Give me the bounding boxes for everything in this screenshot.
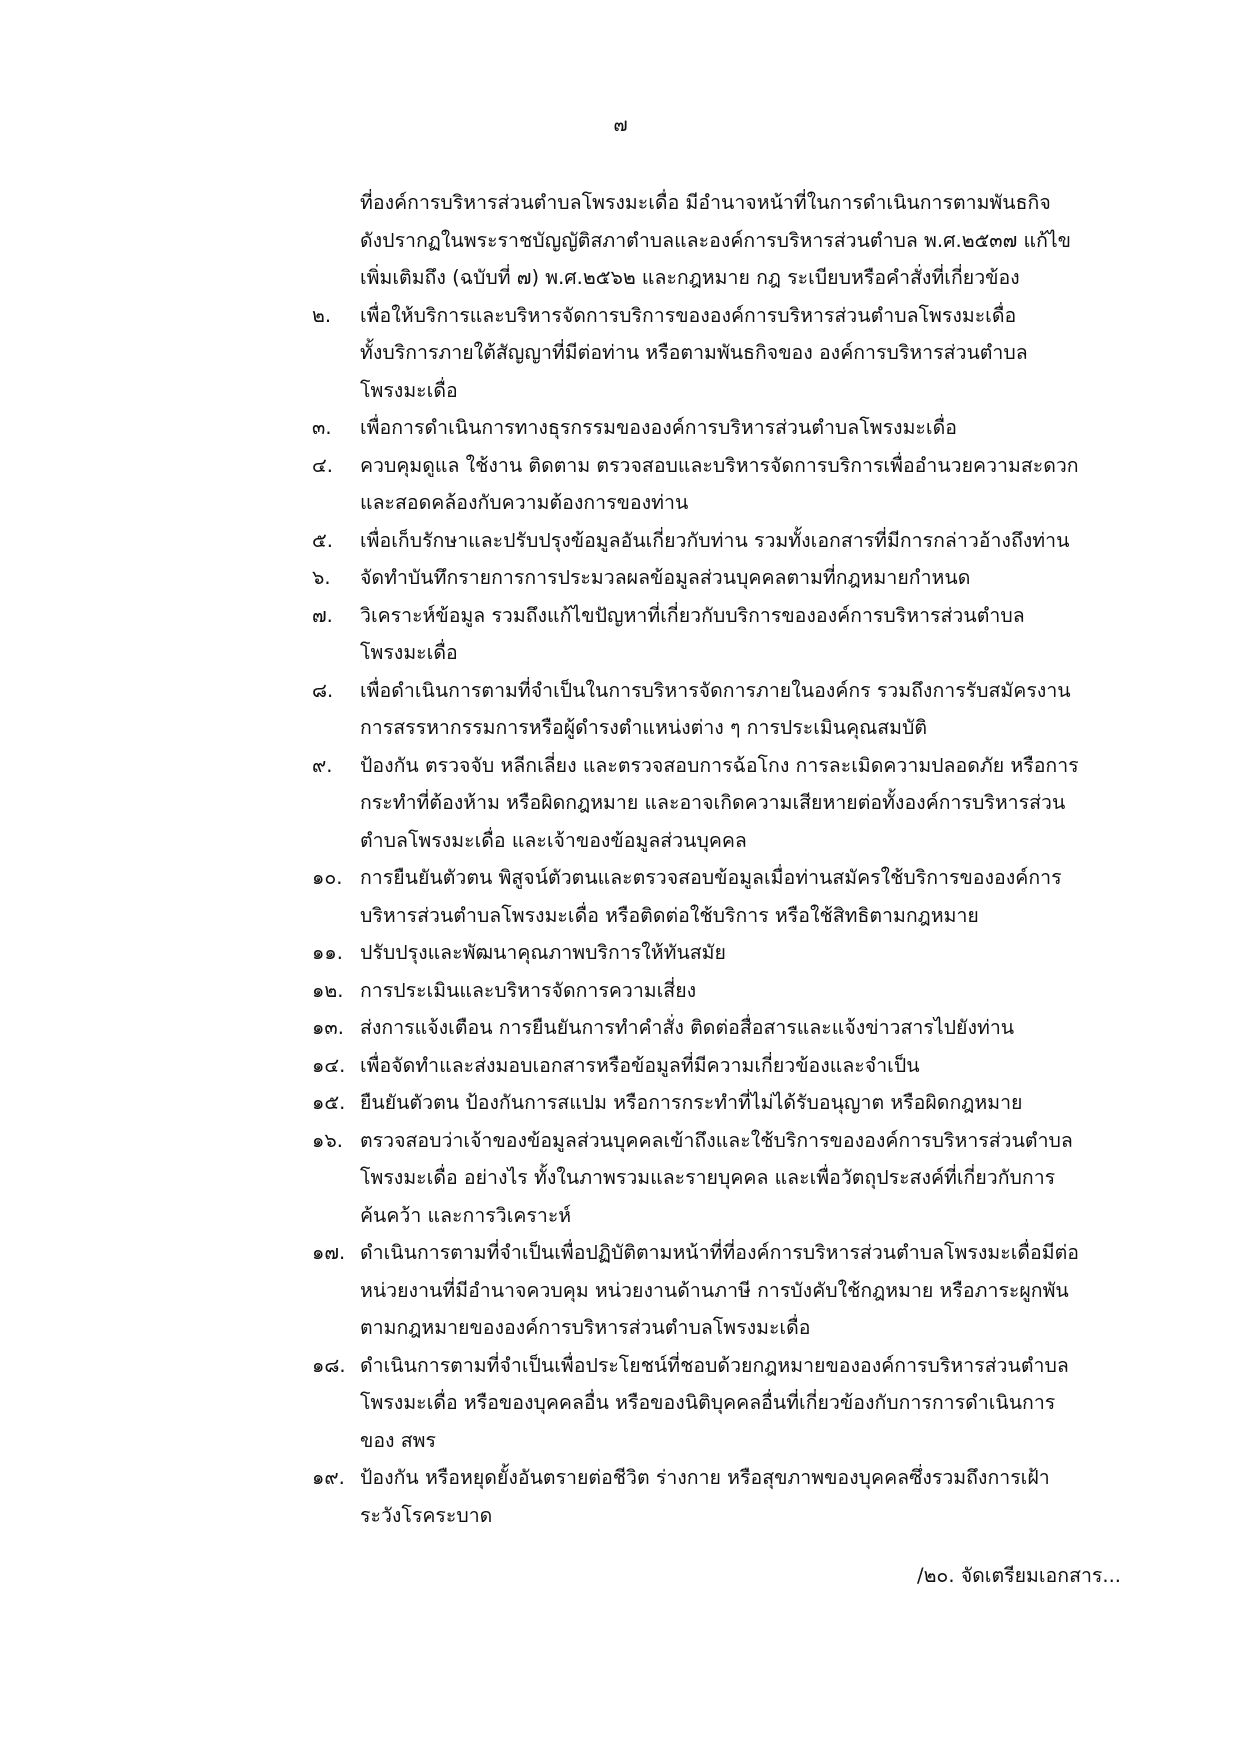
list-item-line: ตรวจสอบว่าเจ้าของข้อมูลส่วนบุคคลเข้าถึงและใช้บริการขององค์การบริหารส่วนตำบล [360,1128,1073,1152]
list-item-line: ตำบลโพรงมะเดื่อ และเจ้าของข้อมูลส่วนบุคคล [360,828,747,852]
list-item-line: เพื่อจัดทำและส่งมอบเอกสารหรือข้อมูลที่มีความเกี่ยวข้องและจำเป็น [360,1053,920,1077]
list-item-line: การประเมินและบริหารจัดการความเสี่ยง [360,978,697,1002]
list-item [312,1009,1120,1047]
list-item [312,1084,1120,1122]
list-item [312,1047,1120,1085]
list-item-number: ๑๘. [312,1353,346,1377]
list-item-line: วิเคราะห์ข้อมูล รวมถึงแก้ไขปัญหาที่เกี่ยวกับบริการขององค์การบริหารส่วนตำบล [360,603,1025,627]
list-item-number: ๓. [312,416,332,439]
list-item-number: ๘. [312,678,334,702]
list-item-number: ๑๖. [312,1128,343,1152]
list-item [312,447,1120,522]
list-item-line: ค้นคว้า และการวิเคราะห์ [360,1203,572,1227]
list-item-number: ๑๐. [312,866,343,889]
list-item [312,597,1120,672]
list-item [312,297,1120,410]
intro-line: เพิ่มเติมถึง (ฉบับที่ ๗) พ.ศ.๒๕๖๒ และกฎหมาย กฎ ระเบียบหรือคำสั่งที่เกี่ยวข้อง [360,266,1020,289]
intro-line: ดังปรากฏในพระราชบัญญัติสภาตำบลและองค์การบริหารส่วนตำบล พ.ศ.๒๕๓๗ แก้ไข [360,228,1072,252]
list-item-line: การสรรหากรรมการหรือผู้ดำรงตำแหน่งต่าง ๆ การประเมินคุณสมบัติ [360,716,928,739]
list-item [312,409,1120,447]
list-item-line: โพรงมะเดื่อ อย่างไร ทั้งในภาพรวมและรายบุคคล และเพื่อวัตถุประสงค์ที่เกี่ยวกับการ [360,1166,1056,1189]
list-item-number: ๑๒. [312,978,344,1002]
list-item [312,934,1120,972]
list-item-line: หน่วยงานที่มีอำนาจควบคุม หน่วยงานด้านภาษี การบังคับใช้กฎหมาย หรือภาระผูกพัน [360,1278,1069,1302]
list-item [312,972,1120,1010]
list-item-line: การยืนยันตัวตน พิสูจน์ตัวตนและตรวจสอบข้อมูลเมื่อท่านสมัครใช้บริการขององค์การ [360,866,1062,889]
list-item [312,672,1120,747]
list-item-line: ของ สพร [360,1428,436,1452]
list-item-line: ส่งการแจ้งเตือน การยืนยันการทำคำสั่ง ติดต่อสื่อสารและแจ้งข่าวสารไปยังท่าน [360,1016,1015,1039]
list-item-number: ๕. [312,528,333,552]
list-item-line: จัดทำบันทึกรายการการประมวลผลข้อมูลส่วนบุคคลตามที่กฎหมายกำหนด [360,566,971,589]
list-item-line: และสอดคล้องกับความต้องการของท่าน [360,491,689,514]
list-item-number: ๒. [312,303,332,327]
list-item [312,559,1120,597]
intro-paragraph [312,184,1120,297]
list-item-line: กระทำที่ต้องห้าม หรือผิดกฎหมาย และอาจเกิดความเสียหายต่อทั้งองค์การบริหารส่วน [360,791,1066,814]
list-item [312,1459,1120,1534]
list-item [312,859,1120,934]
list-item-line: โพรงมะเดื่อ [360,641,458,664]
list-item-number: ๑๑. [312,941,343,964]
list-item [312,1122,1120,1235]
list-item-line: ยืนยันตัวตน ป้องกันการสแปม หรือการกระทำที่ไม่ได้รับอนุญาต หรือผิดกฎหมาย [360,1091,1023,1114]
list-item-number: ๙. [312,753,333,777]
list-item-line: โพรงมะเดื่อ หรือของบุคคลอื่น หรือของนิติบุคคลอื่นที่เกี่ยวข้องกับการการดำเนินการ [360,1391,1056,1414]
list-item [312,747,1120,860]
list-item-line: ทั้งบริการภายใต้สัญญาที่มีต่อท่าน หรือตามพันธกิจของ องค์การบริหารส่วนตำบล [360,341,1028,364]
document-body [312,184,1120,1534]
list-item [312,1347,1120,1460]
list-item-line: เพื่อให้บริการและบริหารจัดการบริการขององค์การบริหารส่วนตำบลโพรงมะเดื่อ [360,303,1017,327]
list-item-number: ๔. [312,453,333,477]
list-item-number: ๑๙. [312,1466,345,1489]
list-item [312,522,1120,560]
list-item [312,1234,1120,1347]
list-item-number: ๑๔. [312,1053,346,1077]
list-item-line: บริหารส่วนตำบลโพรงมะเดื่อ หรือติดต่อใช้บริการ หรือใช้สิทธิตามกฎหมาย [360,903,979,927]
list-item-number: ๑๕. [312,1091,346,1114]
numbered-list [312,297,1120,1535]
list-item-line: ตามกฎหมายขององค์การบริหารส่วนตำบลโพรงมะเดื่อ [360,1316,811,1339]
list-item-line: ปรับปรุงและพัฒนาคุณภาพบริการให้ทันสมัย [360,941,726,964]
list-item-line: เพื่อดำเนินการตามที่จำเป็นในการบริหารจัดการภายในองค์กร รวมถึงการรับสมัครงาน [360,678,1071,702]
list-item-number: ๖. [312,566,331,589]
page-number: ๗ [613,114,628,136]
list-item-number: ๑๗. [312,1241,346,1264]
list-item-line: เพื่อการดำเนินการทางธุรกรรมขององค์การบริหารส่วนตำบลโพรงมะเดื่อ [360,416,957,439]
intro-line: ที่องค์การบริหารส่วนตำบลโพรงมะเดื่อ มีอำนาจหน้าที่ในการดำเนินการตามพันธกิจ [360,191,1051,214]
continuation-reference: /๒๐. จัดเตรียมเอกสาร... [917,1564,1121,1587]
list-item-line: ระวังโรคระบาด [360,1503,493,1527]
list-item-line: ควบคุมดูแล ใช้งาน ติดตาม ตรวจสอบและบริหารจัดการบริการเพื่ออำนวยความสะดวก [360,453,1079,477]
list-item-line: ป้องกัน ตรวจจับ หลีกเลี่ยง และตรวจสอบการฉ้อโกง การละเมิดความปลอดภัย หรือการ [360,753,1079,777]
list-item-line: ป้องกัน หรือหยุดยั้งอันตรายต่อชีวิต ร่างกาย หรือสุขภาพของบุคคลซึ่งรวมถึงการเฝ้า [360,1466,1050,1489]
list-item-line: เพื่อเก็บรักษาและปรับปรุงข้อมูลอันเกี่ยวกับท่าน รวมทั้งเอกสารที่มีการกล่าวอ้างถึงท่าน [360,528,1070,552]
list-item-number: ๗. [312,603,333,627]
list-item-line: ดำเนินการตามที่จำเป็นเพื่อประโยชน์ที่ชอบด้วยกฎหมายขององค์การบริหารส่วนตำบล [360,1353,1069,1377]
list-item-number: ๑๓. [312,1016,344,1039]
list-item-line: โพรงมะเดื่อ [360,378,458,402]
list-item-line: ดำเนินการตามที่จำเป็นเพื่อปฏิบัติตามหน้าที่ที่องค์การบริหารส่วนตำบลโพรงมะเดื่อมีต่อ [360,1241,1079,1264]
